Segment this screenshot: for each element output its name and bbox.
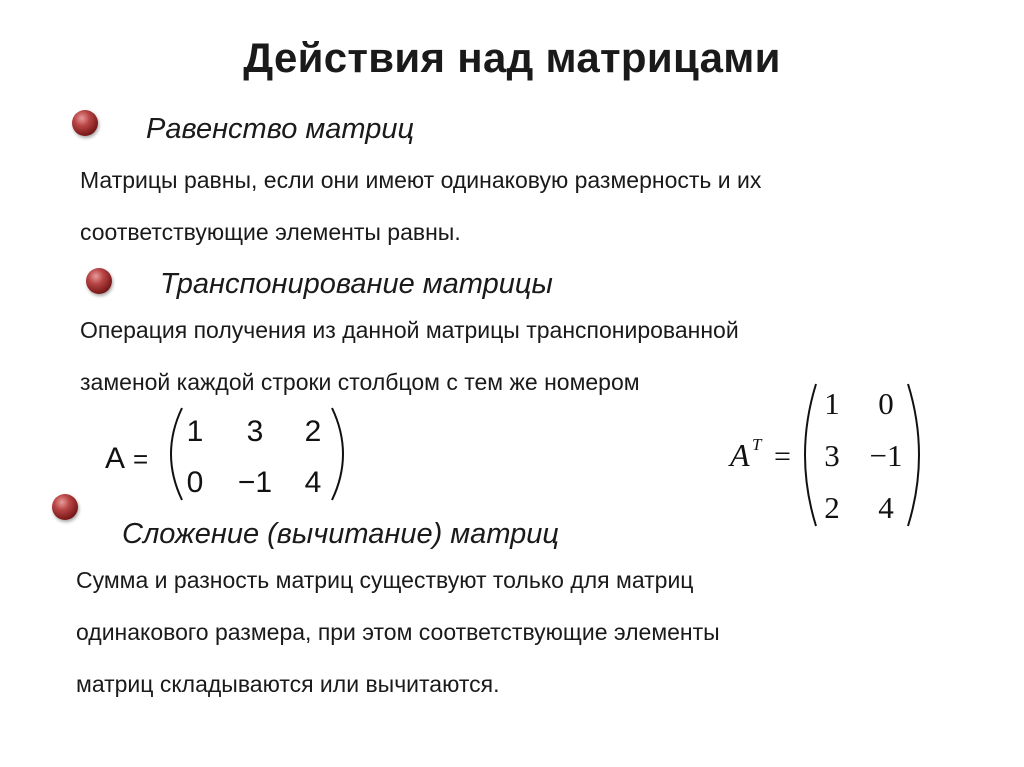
slide-title: Действия над матрицами (243, 34, 781, 81)
matrix-cell: −1 (237, 466, 273, 499)
matrix-at-equals: = (774, 440, 791, 473)
left-paren (171, 408, 182, 500)
text-line: Сумма и разность матриц существуют только для матриц (76, 567, 694, 593)
text-line: матриц складываются или вычитаются. (76, 671, 500, 697)
matrix-cell: 0 (186, 466, 204, 499)
matrix-at-cells (824, 386, 902, 525)
bullet-icon (72, 110, 98, 136)
matrix-cell: 3 (824, 438, 840, 473)
matrix-cell: 3 (246, 415, 264, 448)
transpose-text (80, 304, 739, 408)
matrix-a-transposed (728, 378, 943, 533)
section-heading-transpose: Транспонирование матрицы (160, 268, 553, 300)
left-paren (805, 384, 816, 526)
text-line: соответствующие элементы равны. (80, 219, 461, 245)
text-line: Матрицы равны, если они имеют одинаковую размерность и их (80, 167, 762, 193)
matrix-a-name: A (105, 442, 126, 475)
matrix-a-cells (187, 415, 322, 499)
matrix-cell: 2 (824, 490, 840, 525)
equality-text (80, 154, 761, 258)
matrix-cell: 1 (186, 415, 204, 448)
matrix-cell: 4 (304, 466, 322, 499)
matrix-at-superscript: T (752, 435, 762, 454)
matrix-a-equals: = (133, 444, 149, 474)
section-heading-equality: Равенство матриц (146, 113, 415, 145)
addition-text (76, 554, 720, 710)
matrix-cell: 0 (878, 386, 894, 421)
section-heading-addition: Сложение (вычитание) матриц (122, 518, 559, 550)
text-line: одинакового размера, при этом соответствующие элементы (76, 619, 720, 645)
text-line: заменой каждой строки столбцом с тем же номером (80, 369, 640, 395)
matrix-cell: 2 (304, 415, 322, 448)
bullet-icon (86, 268, 112, 294)
matrix-cell: 1 (824, 386, 840, 421)
matrix-at-name: A (730, 437, 750, 473)
matrix-a (100, 402, 360, 507)
bullet-icon (52, 494, 78, 520)
matrix-cell: −1 (869, 438, 903, 473)
matrix-cell: 4 (878, 490, 894, 525)
right-paren (332, 408, 343, 500)
text-line: Операция получения из данной матрицы транспонированной (80, 317, 739, 343)
right-paren (908, 384, 919, 526)
